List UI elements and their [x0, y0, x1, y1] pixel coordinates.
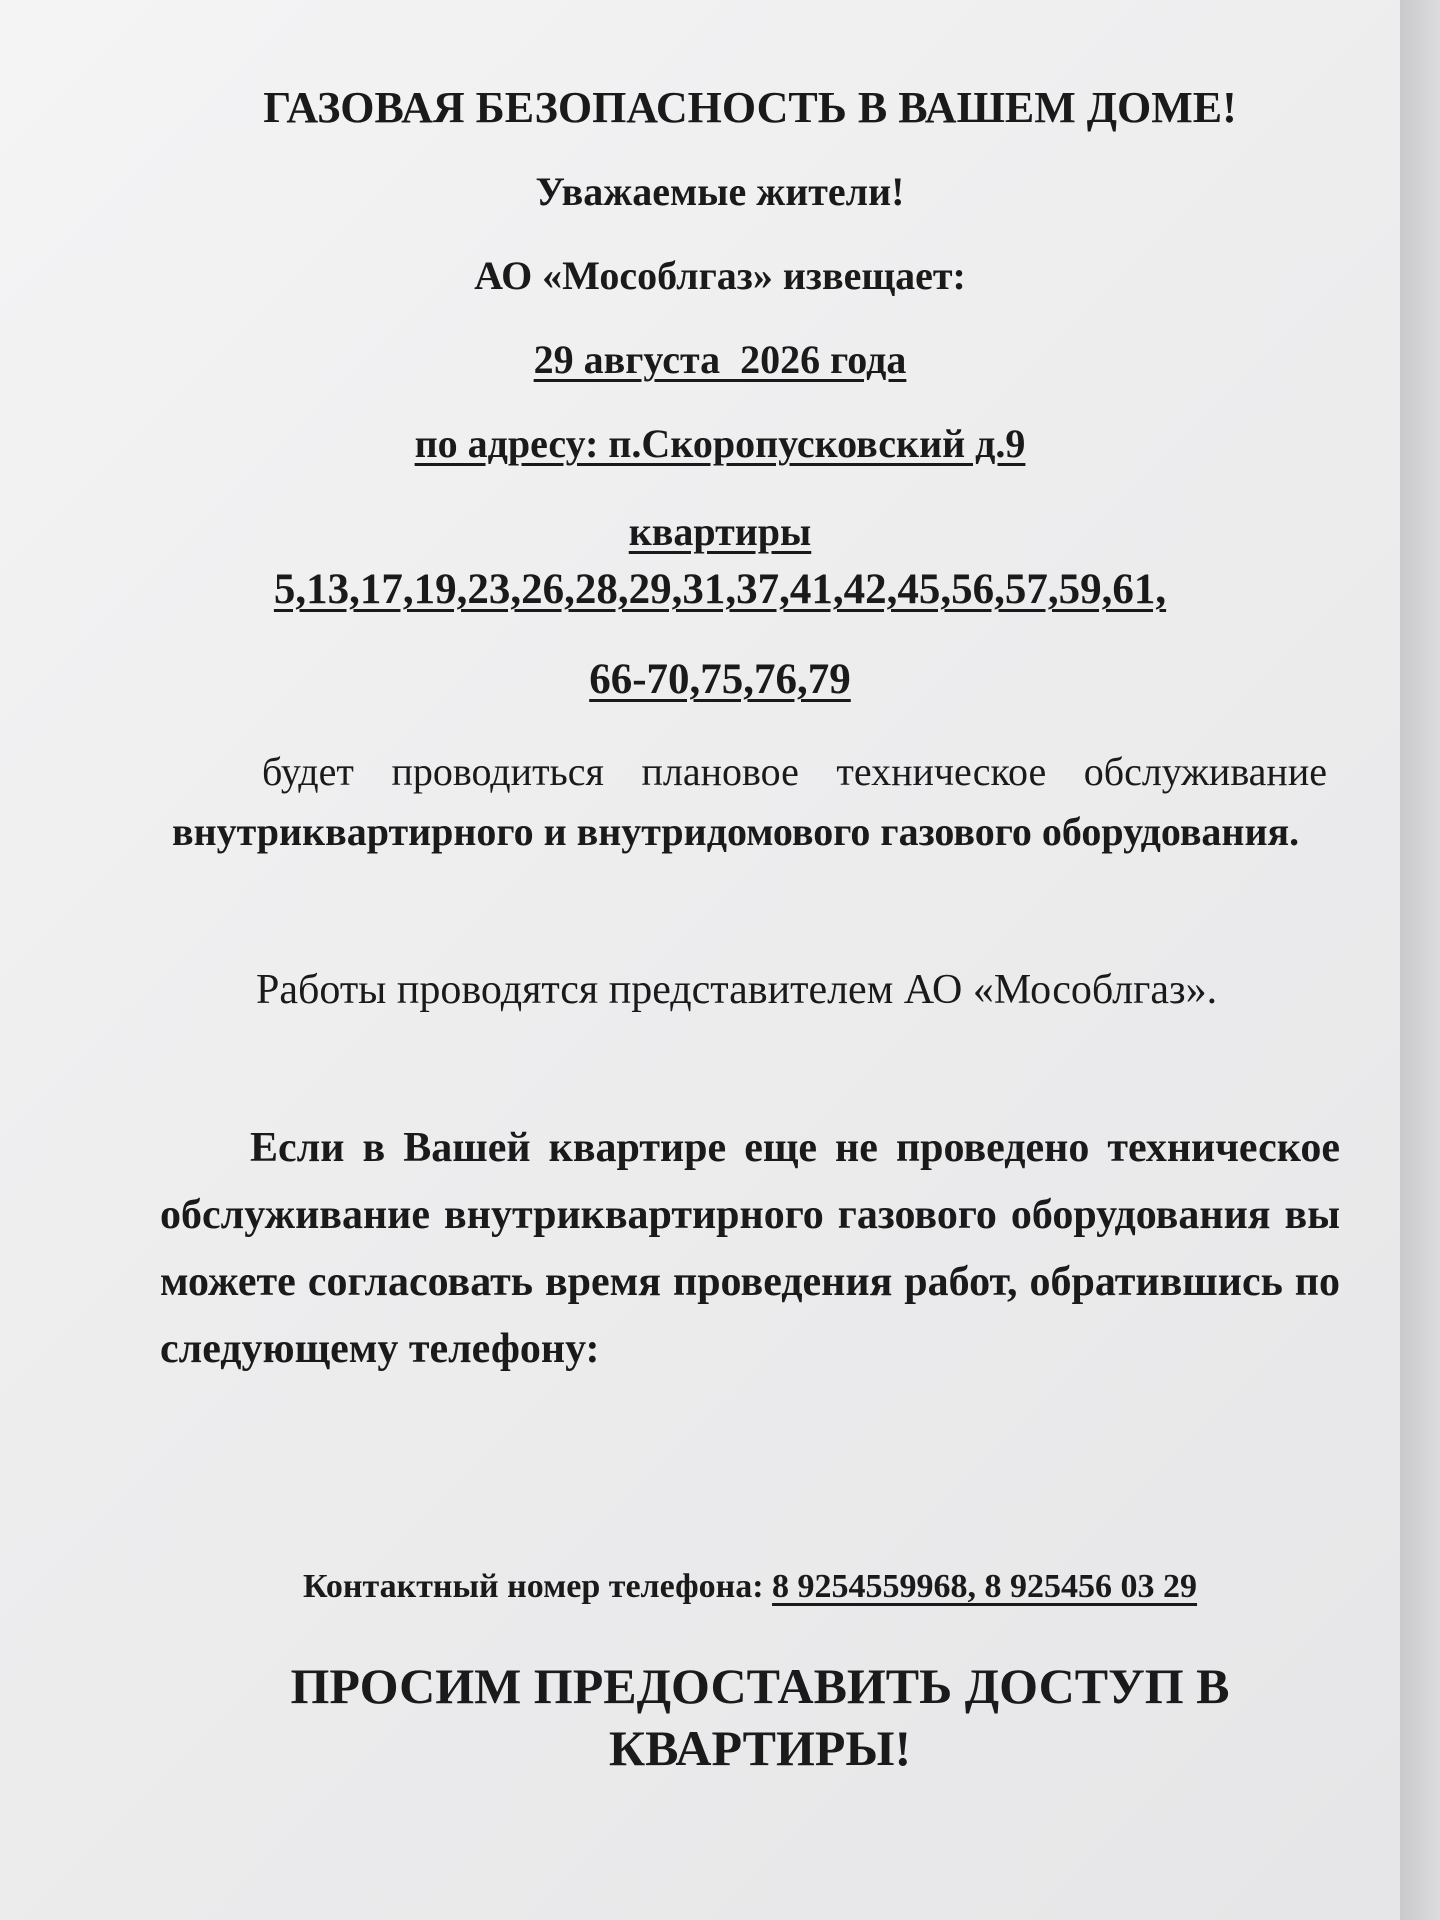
maintenance-paragraph — [172, 742, 1327, 862]
notice-title: ГАЗОВАЯ БЕЗОПАСНОСТЬ В ВАШЕМ ДОМЕ! — [263, 83, 1237, 132]
apartments-label: квартиры — [628, 509, 812, 554]
contact-line — [0, 1568, 1440, 1606]
appointment-paragraph: Если в Вашей квартире еще не проведено техническое обслуживание внутриквартирного газового оборудования вы можете согласовать время проведения работ, обратившись по следующему телефону: — [160, 1125, 1340, 1372]
company-line: АО «Мособлгаз» извещает: — [474, 253, 966, 298]
apartments-label-line — [0, 508, 1440, 555]
address: по адресу: п.Скоропусковский д.9 — [414, 421, 1026, 466]
address-line — [0, 420, 1440, 467]
apartments-line-1 — [0, 565, 1440, 614]
date-line — [0, 336, 1440, 383]
works-paragraph: Работы проводятся представителем АО «Мособлгаз». — [256, 967, 1218, 1013]
apartments-list-2: 66-70,75,76,79 — [589, 656, 851, 703]
apartments-line-2 — [0, 655, 1440, 704]
event-date: 29 августа 2026 года — [533, 337, 907, 382]
contact-label: Контактный номер телефона: — [302, 1568, 764, 1605]
greeting: Уважаемые жители! — [535, 169, 905, 214]
maintenance-text: будет проводиться плановое техническое обслуживание — [262, 749, 1327, 794]
contact-numbers: 8 9254559968, 8 925456 03 29 — [772, 1568, 1198, 1605]
closing-request: ПРОСИМ ПРЕДОСТАВИТЬ ДОСТУП В КВАРТИРЫ! — [290, 1658, 1230, 1776]
apartments-list-1: 5,13,17,19,23,26,28,29,31,37,41,42,45,56,57,59,61, — [273, 566, 1167, 613]
maintenance-bold-text: внутриквартирного и внутридомового газового оборудования. — [172, 809, 1300, 854]
